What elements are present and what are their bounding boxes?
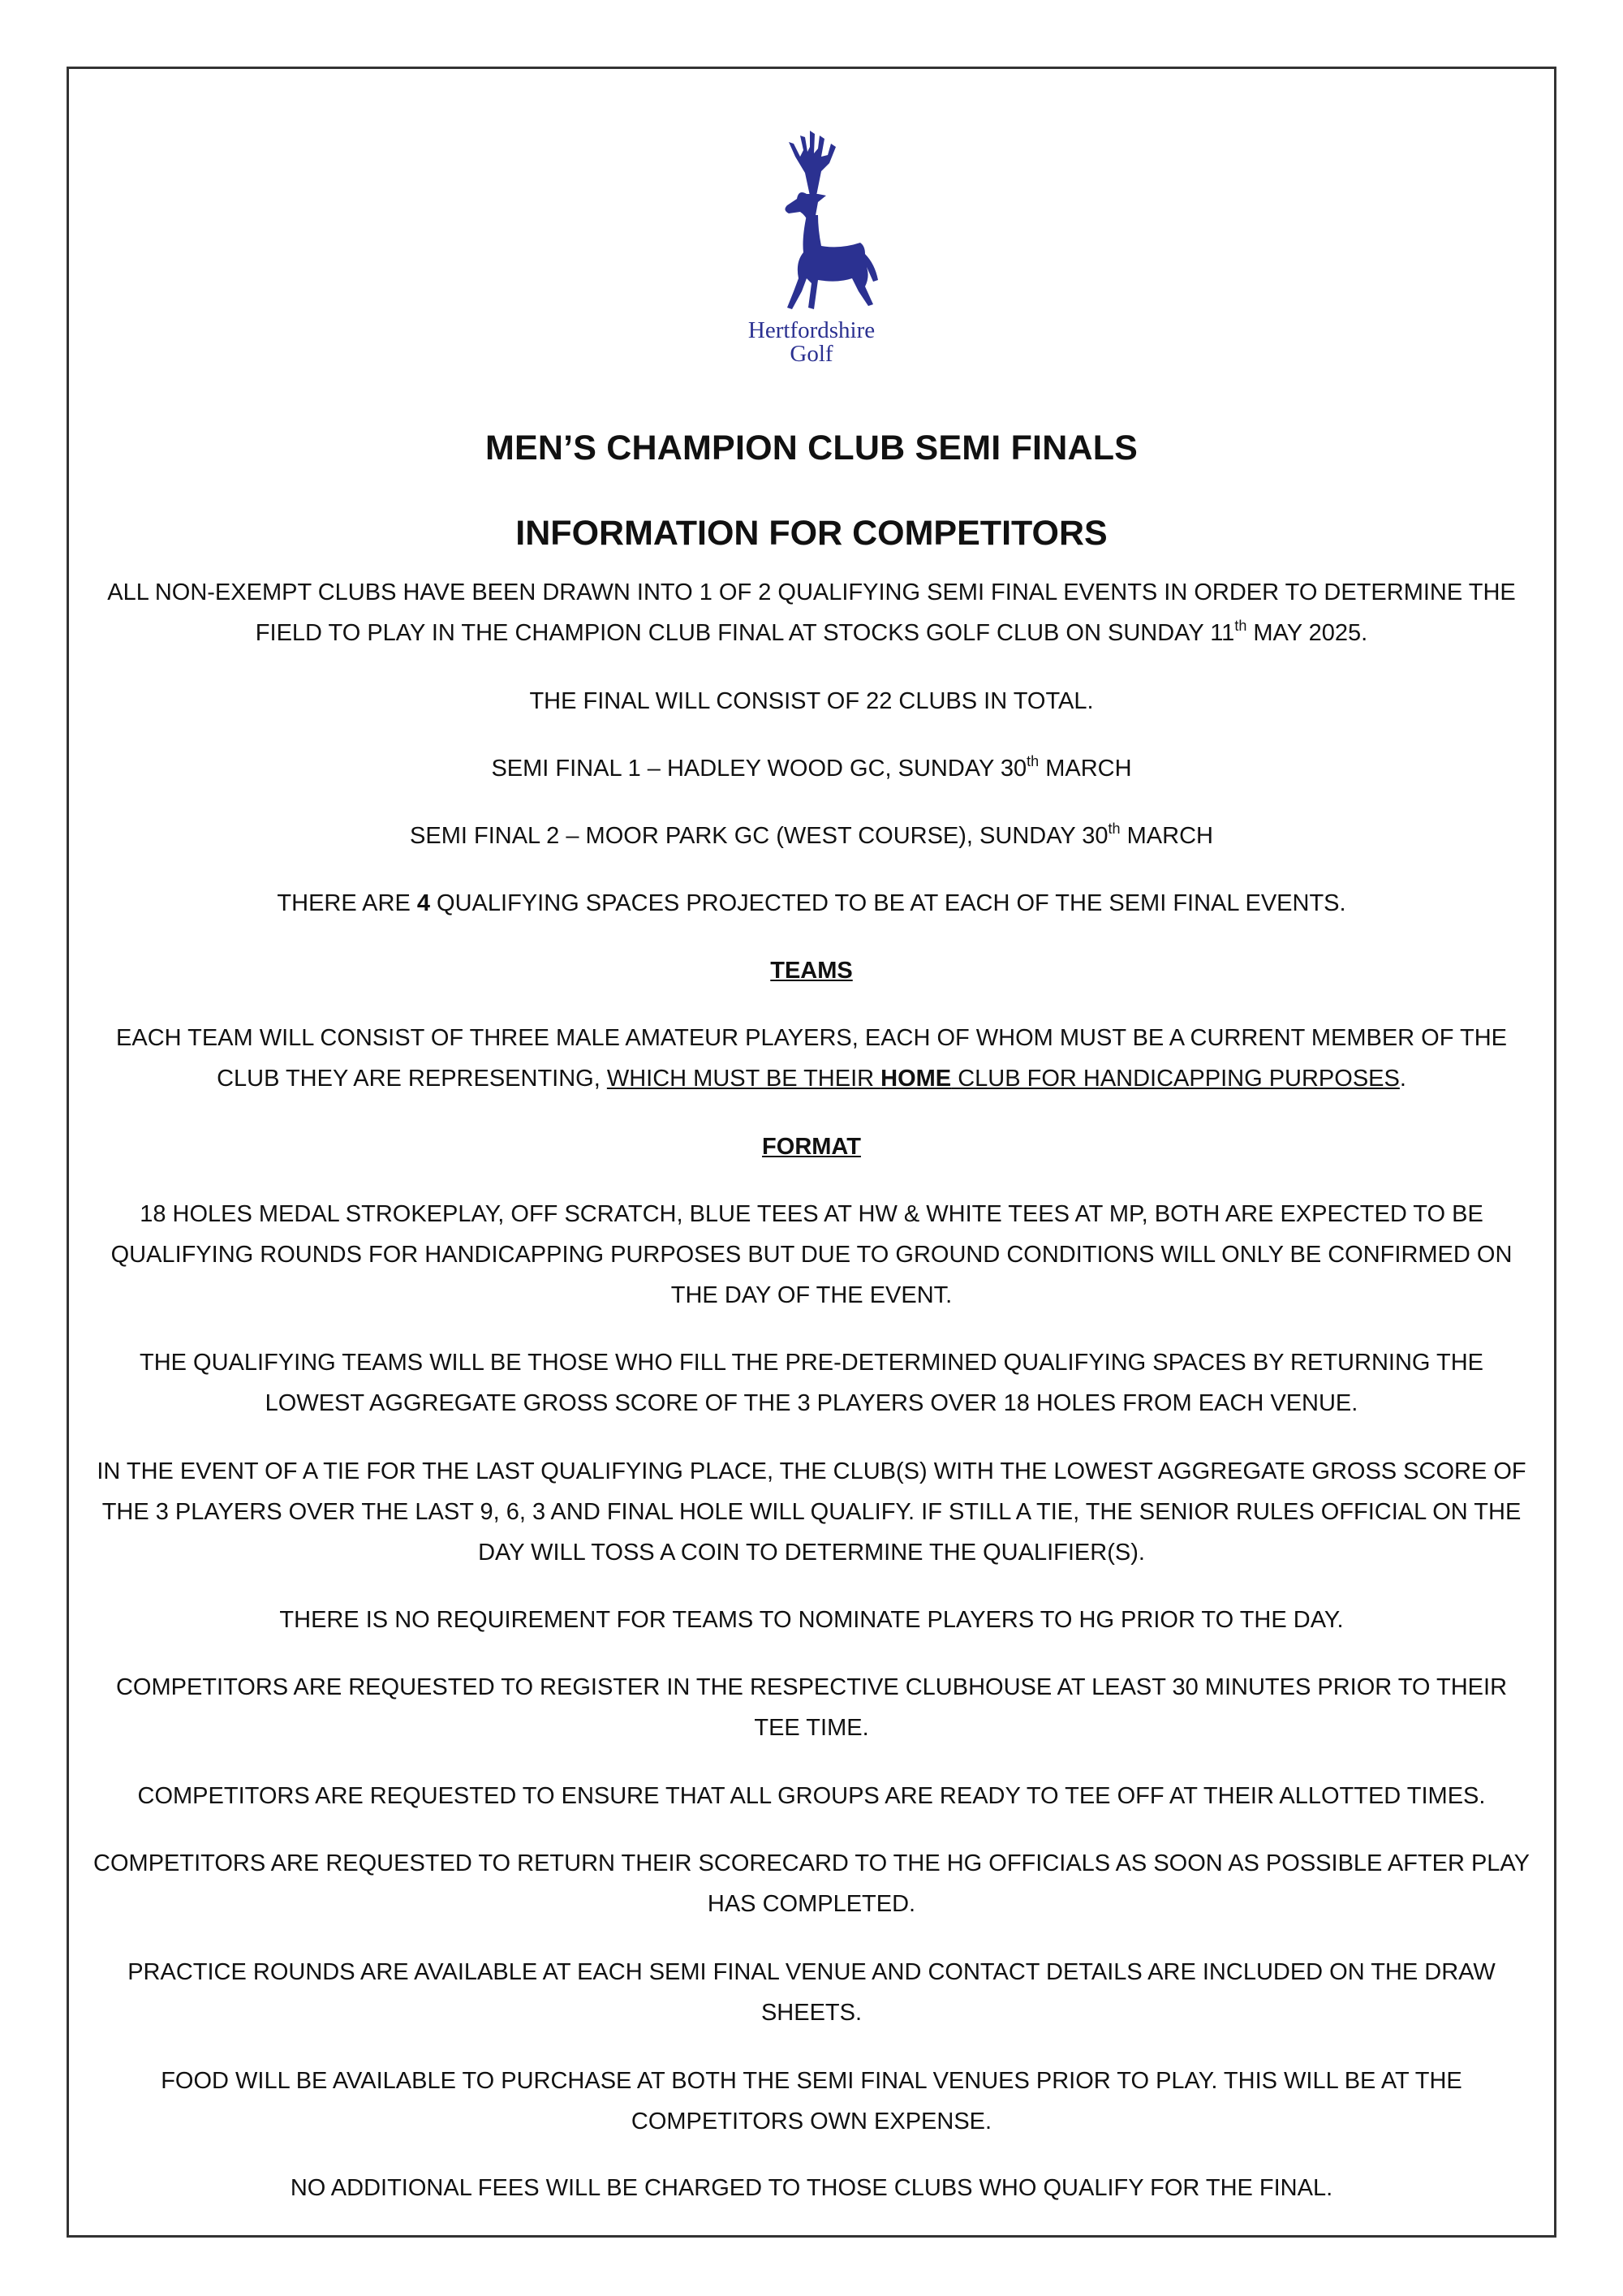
semi-final-2: SEMI FINAL 2 – MOOR PARK GC (WEST COURSE), SUNDAY 30th MARCH [410, 821, 1213, 849]
teams-heading: TEAMS [770, 958, 853, 984]
format-paragraph-8: PRACTICE ROUNDS ARE AVAILABLE AT EACH SEMI FINAL VENUE AND CONTACT DETAILS ARE INCLUDED ON THE DRAW SHEETS. [127, 1959, 1496, 2026]
format-paragraph-9: FOOD WILL BE AVAILABLE TO PURCHASE AT BOTH THE SEMI FINAL VENUES PRIOR TO PLAY. THIS WILL BE AT THE COMPETITORS OWN EXPENSE. [161, 2068, 1462, 2134]
teams-paragraph: EACH TEAM WILL CONSIST OF THREE MALE AMATEUR PLAYERS, EACH OF WHOM MUST BE A CURRENT MEMBER OF THE CLUB THEY ARE REPRESENTING, WHICH MUST BE THEIR HOME CLUB FOR HANDICAPPING PURPOSES. [116, 1025, 1507, 1092]
semi-final-1: SEMI FINAL 1 – HADLEY WOOD GC, SUNDAY 30th MARCH [491, 753, 1132, 782]
format-paragraph-6: COMPETITORS ARE REQUESTED TO ENSURE THAT ALL GROUPS ARE READY TO TEE OFF AT THEIR ALLOTTED TIMES. [137, 1783, 1486, 1809]
final-size-paragraph: THE FINAL WILL CONSIST OF 22 CLUBS IN TOTAL. [529, 688, 1094, 714]
format-paragraph-3: IN THE EVENT OF A TIE FOR THE LAST QUALIFYING PLACE, THE CLUB(S) WITH THE LOWEST AGGREGATE GROSS SCORE OF THE 3 PLAYERS OVER THE LAST 9, 6, 3 AND FINAL HOLE WILL QUALIFY. IF STILL A TIE, THE SENIOR RULES OFFICIAL ON THE DAY WILL TOSS A COIN TO DETERMINE THE QUALIFIER(S). [97, 1458, 1526, 1566]
format-paragraph-2: THE QUALIFYING TEAMS WILL BE THOSE WHO FILL THE PRE-DETERMINED QUALIFYING SPACES BY RETURNING THE LOWEST AGGREGATE GROSS SCORE OF THE 3 PLAYERS OVER 18 HOLES FROM EACH VENUE. [140, 1350, 1483, 1416]
format-paragraph-7: COMPETITORS ARE REQUESTED TO RETURN THEIR SCORECARD TO THE HG OFFICIALS AS SOON AS POSSIBLE AFTER PLAY HAS COMPLETED. [93, 1850, 1530, 1917]
logo-text-line1: Hertfordshire [747, 317, 876, 343]
document-body [69, 69, 1554, 2235]
intro-paragraph: ALL NON-EXEMPT CLUBS HAVE BEEN DRAWN INTO 1 OF 2 QUALIFYING SEMI FINAL EVENTS IN ORDER TO DETERMINE THE FIELD TO PLAY IN THE CHAMPION CLUB FINAL AT STOCKS GOLF CLUB ON SUNDAY 11th MAY 2025. [107, 579, 1516, 646]
format-paragraph-5: COMPETITORS ARE REQUESTED TO REGISTER IN THE RESPECTIVE CLUBHOUSE AT LEAST 30 MINUTES PRIOR TO THEIR TEE TIME. [115, 1674, 1508, 1741]
format-paragraph-1: 18 HOLES MEDAL STROKEPLAY, OFF SCRATCH, BLUE TEES AT HW & WHITE TEES AT MP, BOTH ARE EXPECTED TO BE QUALIFYING ROUNDS FOR HANDICAPPING PURPOSES BUT DUE TO GROUND CONDITIONS WILL ONLY BE CONFIRMED ON THE DAY OF THE EVENT. [110, 1201, 1513, 1308]
hertfordshire-golf-logo [722, 124, 901, 366]
qualifying-spaces-paragraph: THERE ARE 4 QUALIFYING SPACES PROJECTED TO BE AT EACH OF THE SEMI FINAL EVENTS. [277, 890, 1346, 916]
document-subtitle: INFORMATION FOR COMPETITORS [515, 514, 1108, 553]
page-frame [67, 67, 1556, 2238]
logo-text-line2: Golf [790, 341, 833, 367]
stag-icon [730, 124, 893, 319]
document-title: MEN’S CHAMPION CLUB SEMI FINALS [484, 429, 1139, 467]
format-heading: FORMAT [762, 1134, 861, 1160]
format-paragraph-10: NO ADDITIONAL FEES WILL BE CHARGED TO THOSE CLUBS WHO QUALIFY FOR THE FINAL. [290, 2175, 1333, 2201]
format-paragraph-4: THERE IS NO REQUIREMENT FOR TEAMS TO NOMINATE PLAYERS TO HG PRIOR TO THE DAY. [279, 1607, 1344, 1633]
